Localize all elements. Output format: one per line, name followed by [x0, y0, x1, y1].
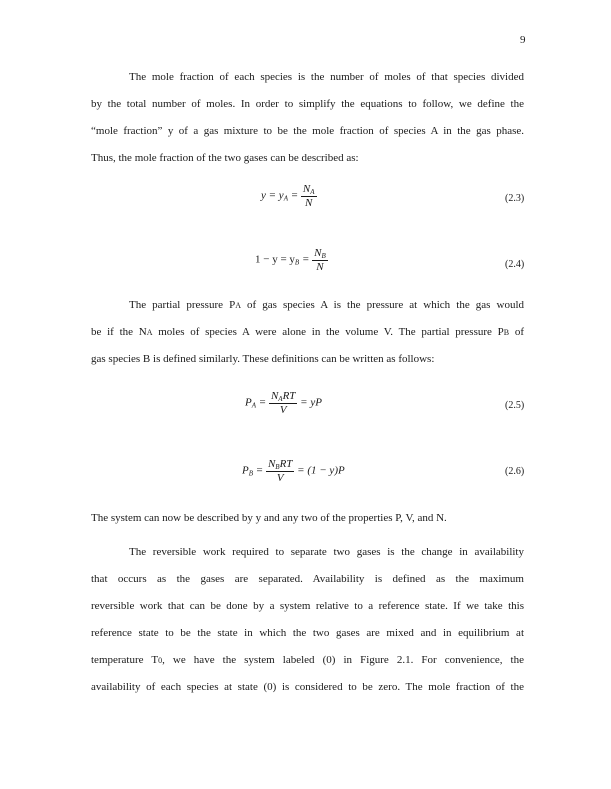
fraction-numerator-rest: RT — [282, 390, 296, 402]
numerator-subscript: A — [310, 188, 315, 196]
equation-lhs: 1 − y = y — [255, 253, 295, 266]
equation-subscript: B — [294, 258, 300, 267]
text-line: availability of each species at state (0) is considered to be zero. The mole fraction of the — [91, 681, 524, 693]
text-run: of — [509, 326, 525, 338]
fraction-denominator: N — [301, 196, 317, 209]
equation-fraction — [269, 390, 297, 416]
equation-number: (2.4) — [505, 259, 525, 270]
text-line: gas species B is defined similarly. These definitions can be written as follows: — [91, 353, 435, 365]
equation-number: (2.5) — [505, 400, 525, 411]
numerator-subscript: B — [321, 252, 326, 260]
equation-2-6 — [242, 458, 345, 484]
text-line: reversible work that can be done by a system relative to a reference state. If we take this — [91, 600, 524, 612]
text-subscript: A — [146, 328, 153, 337]
numerator-subscript: B — [275, 463, 280, 471]
equation-lhs: y = y — [261, 189, 284, 202]
text-line: The mole fraction of each species is the number of moles of that species divided — [129, 71, 524, 83]
fraction-numerator: N — [267, 458, 276, 470]
text-subscript: 0 — [158, 656, 163, 665]
equation-number: (2.6) — [505, 466, 525, 477]
text-line: reference state to be the state in which the two gases are mixed and in equilibrium at — [91, 627, 524, 639]
fraction-denominator: V — [269, 403, 297, 416]
equation-number: (2.3) — [505, 193, 525, 204]
fraction-numerator: N — [314, 247, 322, 259]
equation-lhs: P — [242, 464, 249, 477]
text-run: temperature T — [91, 654, 159, 666]
fraction-denominator: N — [312, 260, 328, 273]
paragraph-3: The system can now be described by y and any two of the properties P, V, and N. — [91, 512, 447, 524]
text-run: The partial pressure P — [129, 299, 236, 311]
equation-equals: = — [253, 464, 266, 477]
equation-fraction — [301, 183, 317, 209]
text-line — [91, 325, 524, 340]
text-run: of gas species A is the pressure at which the gas would — [240, 299, 525, 311]
equation-subscript: B — [248, 469, 254, 478]
text-line: Thus, the mole fraction of the two gases can be described as: — [91, 152, 359, 164]
equation-subscript: A — [251, 401, 257, 410]
fraction-numerator: N — [302, 183, 311, 195]
text-line: by the total number of moles. In order to simplify the equations to follow, we define the — [91, 98, 524, 110]
text-line: The reversible work required to separate two gases is the change in availability — [129, 546, 524, 558]
fraction-numerator: N — [270, 390, 279, 402]
text-line: that occurs as the gases are separated. Availability is defined as the maximum — [91, 573, 524, 585]
equation-fraction — [266, 458, 294, 484]
numerator-subscript: A — [278, 395, 283, 403]
equation-2-3 — [261, 183, 317, 209]
page-number: 9 — [520, 34, 526, 46]
equation-rhs: = (1 − y)P — [294, 464, 345, 477]
text-run: , we have the system labeled (0) in Figure 2.1. For convenience, the — [162, 654, 524, 666]
equation-rhs: = yP — [297, 396, 322, 409]
equation-lhs: P — [245, 396, 252, 409]
equation-subscript: A — [283, 194, 288, 203]
text-line — [91, 653, 524, 668]
text-run: moles of species A were alone in the volume V. The partial pressure P — [152, 326, 504, 338]
equation-equals: = — [256, 396, 269, 409]
text-subscript: B — [503, 328, 510, 337]
text-line — [129, 298, 524, 313]
equation-equals: = — [287, 189, 301, 202]
text-subscript: A — [235, 301, 241, 310]
text-run: be if the N — [91, 326, 147, 338]
fraction-numerator-rest: RT — [279, 458, 293, 470]
fraction-denominator: V — [266, 471, 294, 484]
equation-equals: = — [299, 253, 313, 266]
equation-fraction — [312, 247, 328, 273]
equation-2-4 — [255, 247, 328, 273]
text-line: “mole fraction” y of a gas mixture to be the mole fraction of species A in the gas phase. — [91, 125, 524, 137]
equation-2-5 — [245, 390, 322, 416]
